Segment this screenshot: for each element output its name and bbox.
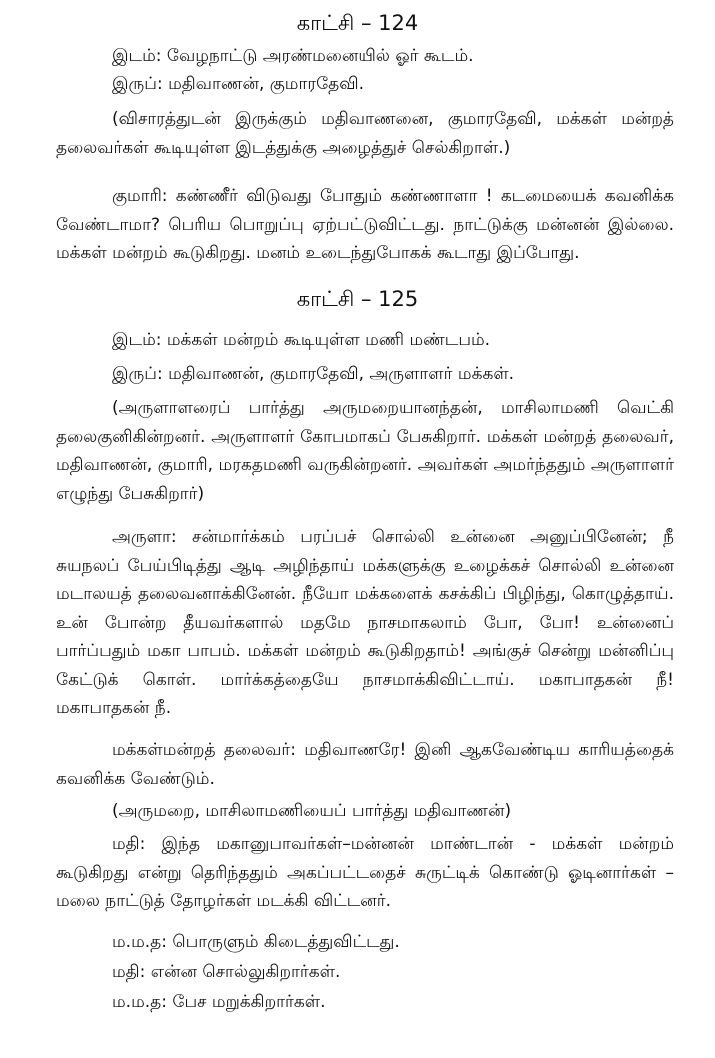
scene-125-present: இருப்: மதிவாணன், குமாரதேவி, அருளாளர் மக்கள்.	[112, 364, 515, 384]
scene-125-heading: காட்சி – 125	[296, 287, 419, 311]
scene-125-dialogue-mathi-1: மதி: இந்த மகானுபாவர்கள்–மன்னன் மாண்டான் - மக்கள் மன்றம் கூடுகிறது என்று தெரிந்ததும் அகப்பட்டதைச் சுருட்டிக் கொண்டு ஓடினார்கள் – மலை நாட்டுத் தோழர்கள் மடக்கி விட்டனர்.	[56, 834, 674, 911]
scene-124-dialogue-kumari: குமாரி: கண்ணீர் விடுவது போதும் கண்ணாளா ! கடமையைக் கவனிக்க வேண்டாமா? பெரிய பொறுப்பு ஏற்பட்டுவிட்டது. நாட்டுக்கு மன்னன் இல்லை. மக்கள் மன்றம் கூடுகிறது. மனம் உடைந்துபோகக் கூடாது இப்போது.	[56, 186, 674, 263]
scene-124-present: இருப்: மதிவாணன், குமாரதேவி.	[112, 74, 364, 94]
scene-124-direction: (விசாரத்துடன் இருக்கும் மதிவாணனை, குமாரதேவி, மக்கள் மன்றத் தலைவர்கள் கூடியுள்ள இடத்துக்கு அழைத்துச் செல்கிறாள்.)	[56, 109, 674, 158]
scene-125-dialogue-mathi-2: மதி: என்ன சொல்லுகிறார்கள்.	[112, 962, 341, 982]
scene-124-heading: காட்சி – 124	[296, 11, 419, 35]
scene-125-dialogue-leader: மக்கள்மன்றத் தலைவர்: மதிவாணரே! இனி ஆகவேண்டிய காரியத்தைக் கவனிக்க வேண்டும்.	[56, 740, 674, 789]
scene-124-place: இடம்: வேழநாட்டு அரண்மனையில் ஓர் கூடம்.	[112, 46, 474, 66]
scene-125-dialogue-arulalar: அருளா: சன்மார்க்கம் பரப்பச் சொல்லி உன்னை அனுப்பினேன்; நீ சுயநலப் பேய்பிடித்து ஆடி அழிந்தாய் மக்களுக்கு உழைக்கச் சொல்லி உன்னை மடாலயத் தலைவனாக்கினேன். நீயோ மக்களைக் கசக்கிப் பிழிந்து, கொழுத்தாய். உன் போன்ற தீயவர்களால் மதமே நாசமாகலாம் போ, போ! உன்னைப் பார்ப்பதும் மகா பாபம். மக்கள் மன்றம் கூடுகிறதாம்! அங்குச் சென்று மன்னிப்பு கேட்டுக் கொள். மார்க்கத்தையே நாசமாக்கிவிட்டாய். மகாபாதகன் நீ! மகாபாதகன் நீ.	[56, 527, 674, 718]
scene-125-place: இடம்: மக்கள் மன்றம் கூடியுள்ள மணி மண்டபம்.	[112, 330, 491, 350]
scene-125-dialogue-mmt-1: ம.ம.த: பொருளும் கிடைத்துவிட்டது.	[112, 932, 400, 952]
scene-125-dialogue-mmt-2: ம.ம.த: பேச மறுக்கிறார்கள்.	[112, 992, 326, 1012]
scene-125-direction-2: (அருமறை, மாசிலாமணியைப் பார்த்து மதிவாணன்)	[112, 801, 512, 821]
scene-125-direction: (அருளாளரைப் பார்த்து அருமறையானந்தன், மாசிலாமணி வெட்கி தலைகுனிகின்றனர். அருளாளர் கோபமாகப் பேசுகிறார். மக்கள் மன்றத் தலைவர், மதிவாணன், குமாரி, மரகதமணி வருகின்றனர். அவர்கள் அமர்ந்ததும் அருளாளர் எழுந்து பேசுகிறார்)	[56, 398, 674, 504]
